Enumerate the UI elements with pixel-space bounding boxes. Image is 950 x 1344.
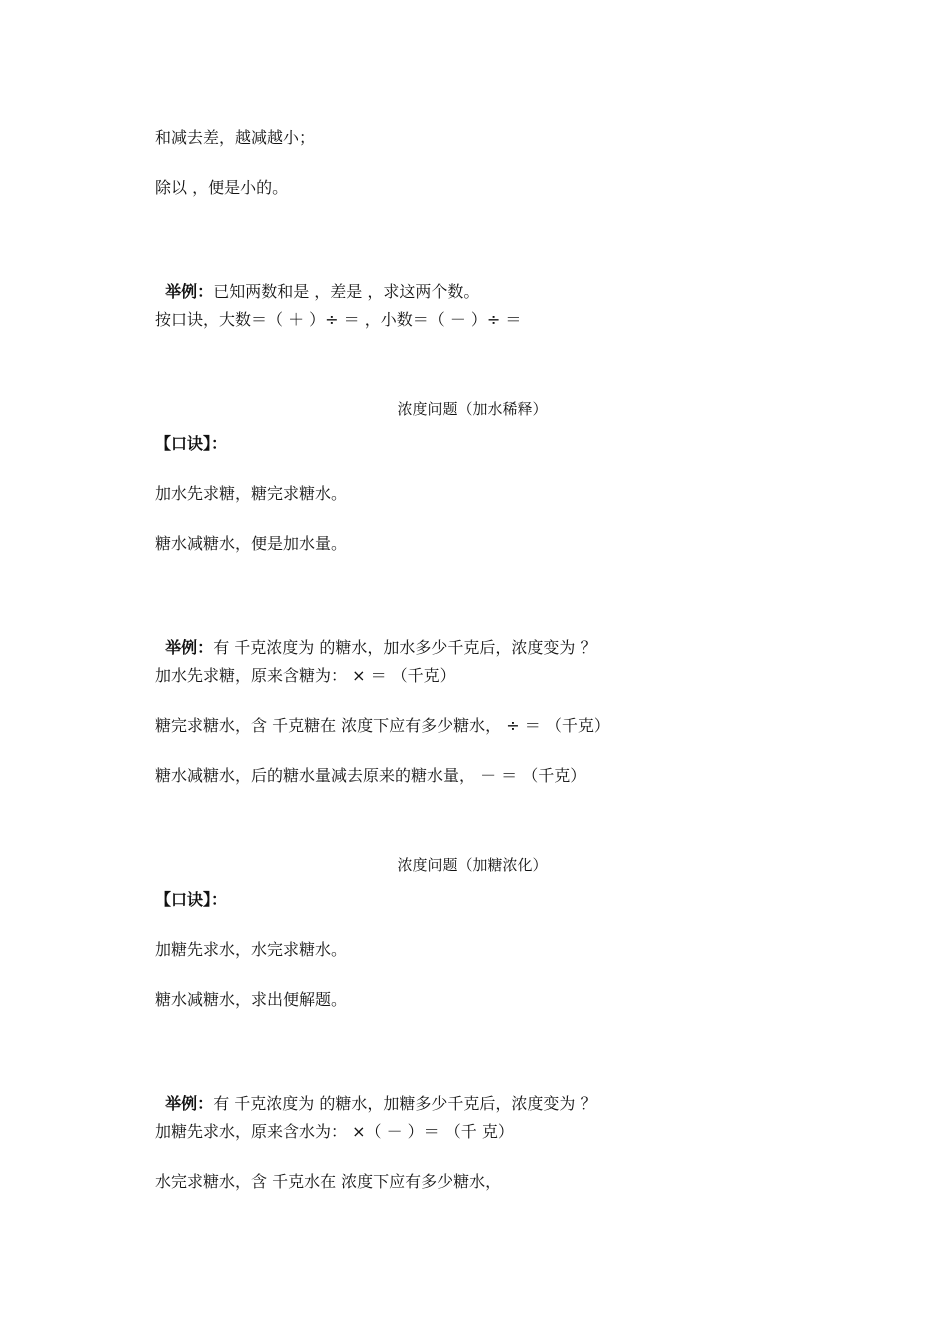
example-label: 举例： <box>165 282 214 301</box>
step-line-1: 加糖先求水，原来含水为： ×（ － ）＝ （千 克） <box>155 1122 514 1141</box>
rhyme-label: 【口诀】： <box>155 434 228 453</box>
rule-line-2: 糖水减糖水，求出便解题。 <box>155 990 348 1009</box>
section-title-concentration: 浓度问题（加糖浓化） <box>397 856 548 874</box>
section-title-dilution: 浓度问题（加水稀释） <box>397 400 548 418</box>
step-line-1: 加水先求糖，原来含糖为： × ＝ （千克） <box>155 666 456 685</box>
rule-line-2: 除以 ，便是小的。 <box>155 178 289 197</box>
step-line-3: 糖水减糖水，后的糖水量减去原来的糖水量， － ＝ （千克） <box>155 766 587 785</box>
example-text: 有 千克浓度为 的糖水，加糖多少千克后，浓度变为 ？ <box>213 1094 597 1113</box>
example-label: 举例： <box>165 638 214 657</box>
step-line-2: 水完求糖水，含 千克水在 浓度下应有多少糖水， <box>155 1172 502 1191</box>
example-text: 已知两数和是 ，差是 ，求这两个数。 <box>213 282 480 301</box>
example-label: 举例： <box>165 1094 214 1113</box>
step-line-2: 糖完求糖水，含 千克糖在 浓度下应有多少糖水， ÷ ＝ （千克） <box>155 716 610 735</box>
example-line <box>155 259 479 303</box>
rule-line-1: 加水先求糖，糖完求糖水。 <box>155 484 348 503</box>
rhyme-label: 【口诀】： <box>155 890 228 909</box>
example-line <box>155 1071 596 1115</box>
solution-line: 按口诀，大数＝（ ＋ ）÷ ＝ ，小数＝（ － ）÷ ＝ <box>155 310 522 329</box>
example-text: 有 千克浓度为 的糖水，加水多少千克后，浓度变为 ？ <box>213 638 597 657</box>
rule-line-2: 糖水减糖水，便是加水量。 <box>155 534 348 553</box>
rule-line-1: 和减去差，越减越小； <box>155 128 316 147</box>
example-line <box>155 615 596 659</box>
rule-line-1: 加糖先求水，水完求糖水。 <box>155 940 348 959</box>
